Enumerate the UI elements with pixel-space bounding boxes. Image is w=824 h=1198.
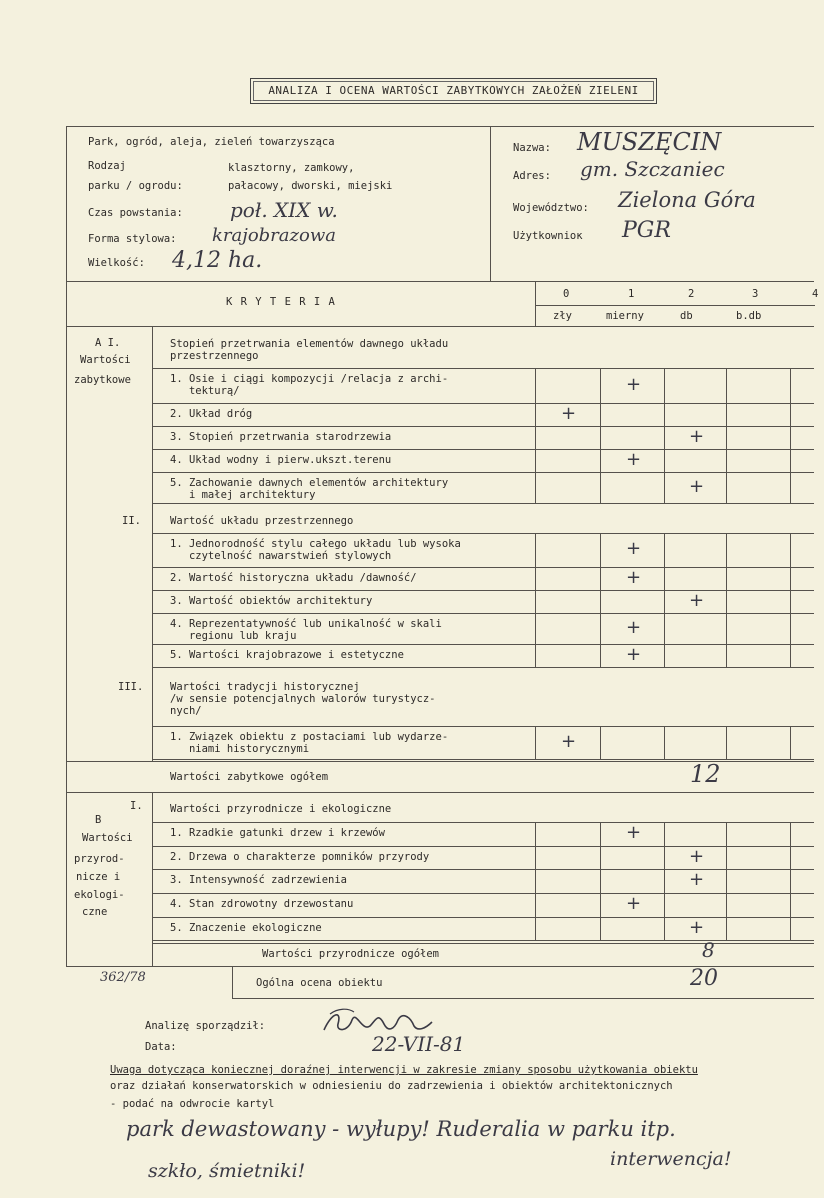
A-col-line	[726, 449, 727, 472]
A-col-line	[790, 403, 791, 426]
A-col-line	[535, 533, 536, 567]
A-col-line	[726, 403, 727, 426]
A-row-top	[152, 368, 814, 369]
A-row-mark: +	[626, 616, 642, 638]
A-col-line	[790, 567, 791, 590]
B-col-line	[600, 917, 601, 940]
A-col-line	[790, 449, 791, 472]
A-col-line	[664, 449, 665, 472]
sectionB-name5: ekologi-	[74, 889, 125, 901]
overall-bottom	[232, 998, 814, 999]
A-col-line	[535, 472, 536, 503]
A-col-line	[726, 368, 727, 403]
wielkosc-value: 4,12 ha.	[172, 248, 263, 273]
sectionA-name2: zabytkowe	[74, 374, 131, 386]
A-col-line	[664, 590, 665, 613]
A-col-line	[600, 590, 601, 613]
criteria-label: K R Y T E R I A	[226, 296, 336, 308]
A-row-mark: +	[626, 566, 642, 588]
score-3: 3	[752, 288, 759, 300]
criteria-mid-line	[535, 305, 815, 306]
totalA-value: 12	[690, 760, 721, 788]
forma-label: Forma stylowa:	[88, 233, 177, 245]
A-row-label-cont: i małej architektury	[170, 489, 316, 501]
A-col-line	[535, 644, 536, 667]
A-col-line	[664, 726, 665, 759]
score-name-2: db	[680, 310, 693, 322]
czas-value: poł. XIX w.	[230, 198, 338, 222]
A-row-top	[152, 644, 814, 645]
group1-title1: Stopień przetrwania elementów dawnego układu	[170, 338, 449, 350]
analiza-label: Analizę sporządził:	[145, 1020, 266, 1032]
czas-label: Czas powstania:	[88, 207, 183, 219]
B-col-line	[790, 869, 791, 893]
B-col-line	[726, 917, 727, 940]
score-name-3: b.db	[736, 310, 762, 322]
B-row-top	[152, 869, 814, 870]
B-col-line	[600, 869, 601, 893]
A-row-bottom	[152, 667, 814, 668]
A-col-line	[726, 644, 727, 667]
rodzaj-opts2: pałacowy, dworski, miejski	[228, 180, 393, 192]
A-col-line	[600, 368, 601, 403]
A-row-label: 5. Zachowanie dawnych elementów architektury	[170, 477, 449, 489]
A-row-top	[152, 567, 814, 568]
B-row-mark: +	[626, 893, 642, 914]
B-row-label: 1. Rzadkie gatunki drzew i krzewów	[170, 827, 385, 839]
overall-value: 20	[690, 966, 718, 991]
A-col-line	[726, 426, 727, 449]
A-row-mark: +	[561, 730, 577, 752]
A-row-top	[152, 590, 814, 591]
A-row-mark: +	[626, 538, 642, 559]
sectionB-name4: nicze i	[76, 871, 121, 883]
A-col-line	[790, 368, 791, 403]
group2-code: II.	[122, 515, 141, 527]
score-name-0: zły	[553, 310, 572, 322]
B-col-line	[535, 822, 536, 846]
B-row-label: 5. Znaczenie ekologiczne	[170, 921, 322, 934]
B-col-line	[600, 822, 601, 846]
A-row-top	[152, 426, 814, 427]
B-col-line	[726, 822, 727, 846]
B-row-mark: +	[689, 916, 705, 938]
A-row-label: 5. Wartości krajobrazowe i estetyczne	[170, 648, 404, 661]
woj-label: Województwo:	[513, 202, 589, 214]
A-row-label: 2. Wartość historyczna układu /dawność/	[170, 571, 417, 584]
adres-value: gm. Szczaniec	[580, 157, 725, 181]
B-col-line	[726, 893, 727, 917]
B-col-line	[535, 917, 536, 940]
header-divider	[490, 126, 491, 281]
A-col-line	[790, 426, 791, 449]
sectionA-name1: Wartości	[80, 354, 131, 366]
A-row-top	[152, 472, 814, 473]
type-line: Park, ogród, aleja, zieleń towarzysząca	[88, 136, 335, 148]
B-row-label: 3. Intensywność zadrzewienia	[170, 874, 348, 886]
A-row-label: 1. Związek obiektu z postaciami lub wydarze-	[170, 731, 449, 743]
B-row-label: 4. Stan zdrowotny drzewostanu	[170, 898, 354, 910]
A-row-mark: +	[626, 643, 642, 665]
sectionB-name2: Wartości	[82, 832, 133, 844]
A-row-top	[152, 533, 814, 534]
A-col-line	[535, 449, 536, 472]
score-name-1: mierny	[606, 310, 644, 322]
B-col-line	[535, 869, 536, 893]
group3-title3: nych/	[170, 705, 202, 717]
A-col-line	[535, 726, 536, 759]
frame-top	[66, 126, 814, 127]
A-row-label: 2. Układ dróg	[170, 407, 253, 420]
A-col-line	[790, 726, 791, 759]
group2-title: Wartość układu przestrzennego	[170, 515, 354, 527]
data-label: Data:	[145, 1041, 177, 1053]
criteria-col-line	[535, 281, 536, 326]
A-col-line	[600, 726, 601, 759]
A-row-mark: +	[689, 589, 705, 611]
B-col-line	[600, 893, 601, 917]
group3-title1: Wartości tradycji historycznej	[170, 681, 360, 693]
B-col-line	[664, 869, 665, 893]
B-row-top	[152, 846, 814, 847]
A-col-line	[726, 590, 727, 613]
B-row-top	[152, 893, 814, 894]
A-row-label-cont: niami historycznymi	[170, 743, 310, 755]
B-col-line	[535, 846, 536, 869]
A-row-top	[152, 449, 814, 450]
overall-label: Ogólna ocena obiektu	[256, 977, 383, 989]
A-row-label: 3. Wartość obiektów architektury	[170, 594, 373, 607]
A-col-line	[726, 533, 727, 567]
A-row-mark: +	[689, 475, 705, 497]
A-row-mark: +	[561, 402, 577, 424]
A-row-label-cont: tekturą/	[170, 385, 240, 397]
note-line2: szkło, śmietniki!	[148, 1160, 306, 1182]
A-row-label: 3. Stopień przetrwania starodrzewia	[170, 430, 392, 443]
groupB-title: Wartości przyrodnicze i ekologiczne	[170, 803, 392, 815]
A-col-line	[600, 449, 601, 472]
B-col-line	[790, 917, 791, 940]
B-col-line	[726, 869, 727, 893]
sectionB-name1: B	[95, 814, 102, 826]
A-col-line	[535, 613, 536, 644]
note-line1: park dewastowany - wyłupy! Ruderalia w parku itp.	[126, 1117, 676, 1141]
A-col-line	[664, 368, 665, 403]
A-col-line	[535, 426, 536, 449]
uzyt-value: PGR	[622, 218, 671, 243]
totalA-bottom	[66, 792, 814, 793]
adres-label: Adres:	[513, 170, 551, 182]
B-col-line	[790, 846, 791, 869]
A-col-line	[600, 472, 601, 503]
B-col-line	[664, 846, 665, 869]
A-row-label: 1. Osie i ciągi kompozycji /relacja z archi-	[170, 373, 449, 385]
A-col-line	[664, 644, 665, 667]
score-0: 0	[563, 288, 570, 300]
A-row-label-cont: regionu lub kraju	[170, 630, 297, 642]
A-row-label: 4. Układ wodny i pierw.ukszt.terenu	[170, 453, 392, 466]
A-col-line	[600, 644, 601, 667]
A-col-line	[600, 403, 601, 426]
A-col-line	[664, 613, 665, 644]
A-row-label-cont: czytelność nawarstwień stylowych	[170, 550, 392, 562]
B-col-line	[790, 822, 791, 846]
A-row-bottom	[152, 503, 814, 504]
A-row-mark: +	[626, 373, 642, 395]
A-row-top	[152, 726, 814, 727]
A-col-line	[726, 726, 727, 759]
title-box	[250, 78, 657, 104]
B-row-top	[152, 917, 814, 918]
group1-title2: przestrzennego	[170, 350, 259, 362]
frame-left	[66, 126, 67, 966]
A-row-top	[152, 403, 814, 404]
B-col-line	[535, 893, 536, 917]
note-line3: interwencja!	[610, 1148, 732, 1170]
nazwa-value: MUSZĘCIN	[577, 128, 722, 156]
A-col-line	[535, 590, 536, 613]
score-2: 2	[688, 288, 695, 300]
B-col-line	[664, 917, 665, 940]
overall-left	[232, 966, 233, 998]
A-col-line	[664, 472, 665, 503]
criteria-bottom	[66, 326, 814, 327]
A-col-line	[790, 533, 791, 567]
A-col-line	[790, 472, 791, 503]
A-col-line	[600, 567, 601, 590]
B-row-label: 2. Drzewa o charakterze pomników przyrody	[170, 850, 430, 863]
A-col-line	[726, 567, 727, 590]
B-col-line	[664, 893, 665, 917]
uzyt-label: Użytkowniок	[513, 230, 583, 242]
A-row-top	[152, 613, 814, 614]
uwaga-line3: - podać na odwrocie kartyl	[110, 1098, 275, 1110]
group3-title2: /w sensie potencjalnych walorów turystycz-	[170, 693, 436, 705]
A-col-line	[535, 567, 536, 590]
woj-value: Zielona Góra	[618, 188, 756, 212]
A-col-line	[664, 533, 665, 567]
totalB-value: 8	[702, 938, 715, 962]
A-col-line	[664, 403, 665, 426]
A-col-line	[535, 403, 536, 426]
sectionB-name6: czne	[82, 906, 108, 918]
header-bottom	[66, 281, 814, 282]
sectionB-name3: przyrod-	[74, 853, 125, 865]
uwaga-line2: oraz działań konserwatorskich w odniesieniu do zadrzewienia i obiektów architektonicznych	[110, 1080, 673, 1092]
form-title: ANALIZA I OCENA WARTOŚCI ZABYTKOWYCH ZAŁOŻEŃ ZIELENI	[268, 84, 639, 97]
B-col-line	[726, 846, 727, 869]
B-col-line	[790, 893, 791, 917]
A-row-mark: +	[689, 425, 705, 447]
B-col-line	[600, 846, 601, 869]
score-1: 1	[628, 288, 635, 300]
A-row-mark: +	[626, 448, 642, 470]
sectionA-divider	[152, 326, 153, 761]
A-col-line	[535, 368, 536, 403]
B-row-mark: +	[689, 869, 705, 890]
totalA-label: Wartości zabytkowe ogółem	[170, 771, 329, 783]
rodzaj-opts1: klasztorny, zamkowy,	[228, 162, 355, 174]
score-4: 4	[812, 288, 819, 300]
A-col-line	[790, 613, 791, 644]
A-col-line	[600, 426, 601, 449]
A-col-line	[600, 613, 601, 644]
rodzaj-label: Rodzaj	[88, 160, 126, 172]
group3-code: III.	[118, 681, 144, 693]
totalB-label: Wartości przyrodnicze ogółem	[262, 948, 440, 960]
rodzaj-label2: parku / ogrodu:	[88, 180, 183, 192]
A-row-label: 1. Jednorodność stylu całego układu lub wysoka	[170, 538, 461, 550]
A-col-line	[664, 567, 665, 590]
B-row-mark: +	[689, 845, 705, 867]
A-col-line	[790, 590, 791, 613]
sectionB-code: I.	[130, 800, 143, 812]
A-col-line	[664, 426, 665, 449]
uwaga-line1: Uwaga dotycząca koniecznej doraźnej interwencji w zakresie zmiany sposobu użytkowania obiektu	[110, 1064, 698, 1076]
archive-number: 362/78	[100, 970, 146, 985]
A-col-line	[726, 472, 727, 503]
forma-value: krajobrazowa	[212, 225, 336, 246]
B-col-line	[664, 822, 665, 846]
A-col-line	[600, 533, 601, 567]
data-value: 22-VII-81	[372, 1032, 466, 1056]
B-row-mark: +	[626, 822, 642, 843]
A-row-label: 4. Reprezentatywność lub unikalność w skali	[170, 618, 442, 630]
wielkosc-label: Wielkość:	[88, 257, 145, 269]
A-col-line	[726, 613, 727, 644]
A-col-line	[790, 644, 791, 667]
sectionA-code: A I.	[95, 337, 121, 349]
B-row-top	[152, 822, 814, 823]
nazwa-label: Nazwa:	[513, 142, 551, 154]
